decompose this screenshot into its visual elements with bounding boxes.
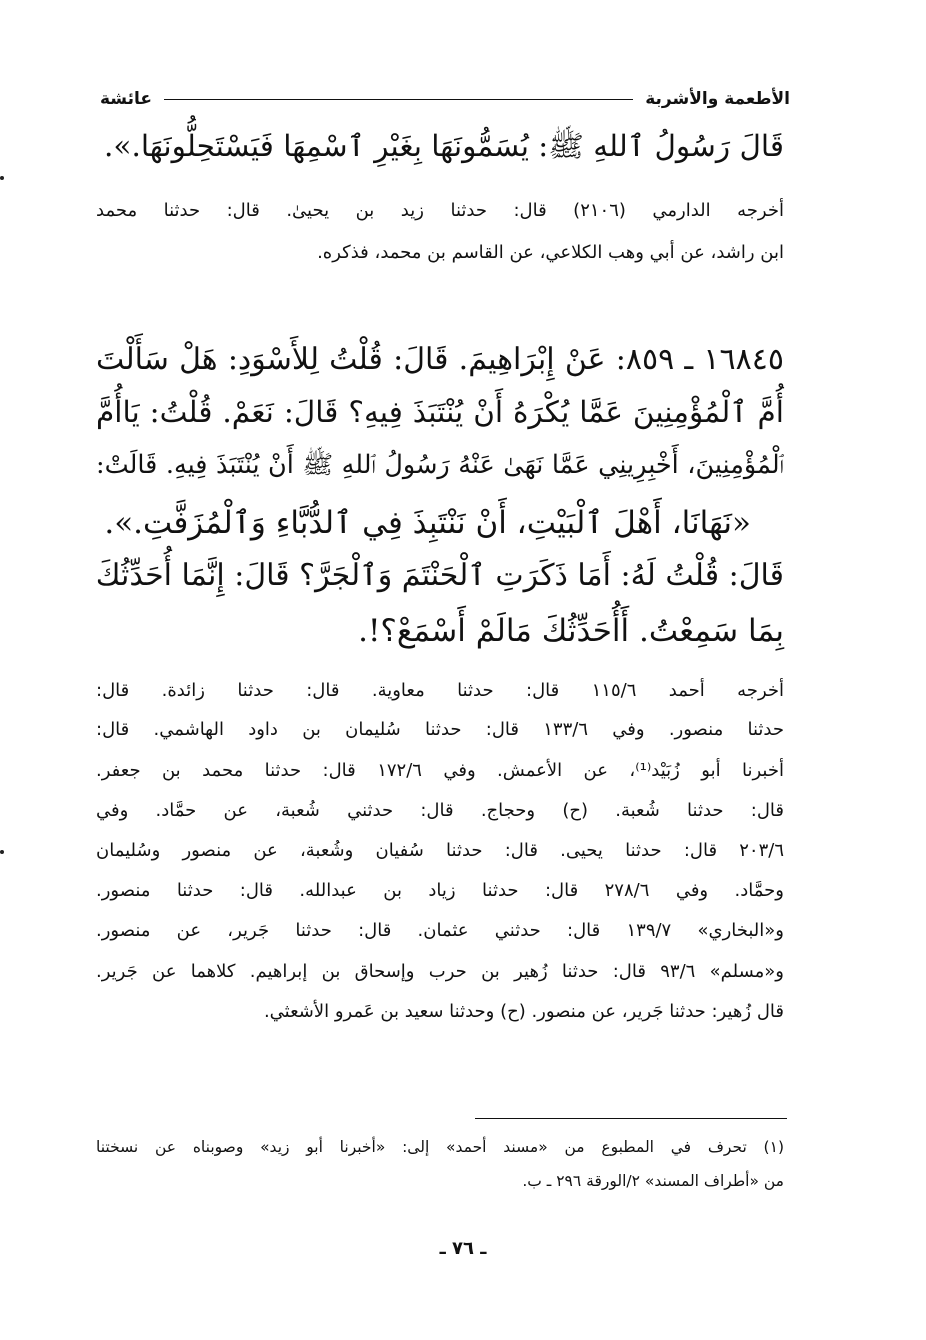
footnote-rule xyxy=(475,1118,787,1119)
takhrij-line: قال: حدثنا شُعبة. (ح) وحجاج. قال: حدثني شُعبة، عن حمَّاد. وفي xyxy=(96,800,784,821)
takhrij-line: حدثنا منصور. وفي ١٣٣/٦ قال: حدثنا سُليمان بن داود الهاشمي. قال: xyxy=(96,719,784,740)
takhrij-line: قال زُهير: حدثنا جَرير، عن منصور. (ح) وحدثنا سعيد بن عَمرو الأشعثي. xyxy=(263,1001,784,1022)
footnote-line: من «أطراف المسند» ٢/الورقة ٢٩٦ ـ ب. xyxy=(522,1172,784,1190)
takhrij-line: أخبرنا أبو زُبَيْد⁽¹⁾، عن الأعمش. وفي ١٧٢/٦ قال: حدثنا محمد بن جعفر. xyxy=(96,760,784,781)
hadith-line: «نَهَانَا، أَهْلَ ٱلْبَيْتِ، أَنْ نَنْتَبِذَ فِي ٱلدُّبَّاءِ وَٱلْمُزَفَّتِ.». xyxy=(104,505,751,541)
takhrij-line: ٢٠٣/٦ قال: حدثنا يحيى. قال: حدثنا سُفيان وشُعبة، عن منصور وسُليمان xyxy=(96,840,784,861)
hadith-line: قَالَ: قُلْتُ لَهُ: أَمَا ذَكَرَتِ ٱلْحَنْتَمَ وَٱلْجَرَّ؟ قَالَ: إِنَّمَا أُحَدِّثُكَ xyxy=(95,558,784,593)
takhrij-line: أخرجه أحمد ١١٥/٦ قال: حدثنا معاوية. قال: حدثنا زائدة. قال: xyxy=(96,680,784,701)
takhrij-line: و«مسلم» ٩٣/٦ قال: حدثنا زُهير بن حرب وإسحاق بن إبراهيم. كلاهما عن جَرير. xyxy=(96,961,784,982)
running-header xyxy=(100,84,790,114)
scan-mark xyxy=(0,850,4,854)
hadith-line: ١٦٨٤٥ ـ ٨٥٩: عَنْ إِبْرَاهِيمَ. قَالَ: قُلْتُ لِلأَسْوَدِ: هَلْ سَأَلْتَ xyxy=(96,342,784,377)
footnote-line: (١) تحرف في المطبوع من «مسند أحمد» إلى: «أخبرنا أبو زيد» وصوبناه عن نسختنا xyxy=(96,1138,784,1156)
top-note-line: أخرجه الدارمي (٢١٠٦) قال: حدثنا زيد بن يحيىٰ. قال: حدثنا محمد xyxy=(96,200,784,221)
top-hadith-line: قَالَ رَسُولُ ٱللهِ ﷺ: يُسَمُّونَهَا بِغَيْرِ ٱسْمِهَا فَيَسْتَحِلُّونَهَا.». xyxy=(104,129,784,163)
takhrij-line: وحمَّاد. وفي ٢٧٨/٦ قال: حدثنا زياد بن عبدالله. قال: حدثنا منصور. xyxy=(96,880,784,901)
narrator-name: عائشة xyxy=(100,89,152,109)
page-number: ـ ٧٦ ـ xyxy=(439,1238,487,1259)
takhrij-line: و«البخاري» ١٣٩/٧ قال: حدثني عثمان. قال: حدثنا جَرير، عن منصور. xyxy=(96,920,784,941)
header-rule xyxy=(164,99,633,100)
section-title: الأطعمة والأشربة xyxy=(645,89,790,109)
scan-mark xyxy=(0,176,4,180)
hadith-line: ٱلْمُؤْمِنِينَ، أَخْبِرِينِي عَمَّا نَهَىٰ عَنْهُ رَسُولُ ٱللهِ ﷺ أَنْ يُنْتَبَذَ فِيهِ. قَالَتْ: xyxy=(96,450,784,480)
hadith-line: بِمَا سَمِعْتُ. أَأُحَدِّثُكَ مَالَمْ أَسْمَعْ؟!. xyxy=(358,613,784,649)
hadith-line: أُمَّ ٱلْمُؤْمِنِينَ عَمَّا يُكْرَهُ أَنْ يُنْتَبَذَ فِيهِ؟ قَالَ: نَعَمْ. قُلْتُ: يَاأُمَّ xyxy=(96,395,784,429)
top-note-line: ابن راشد، عن أبي وهب الكلاعي، عن القاسم بن محمد، فذكره. xyxy=(317,242,784,263)
